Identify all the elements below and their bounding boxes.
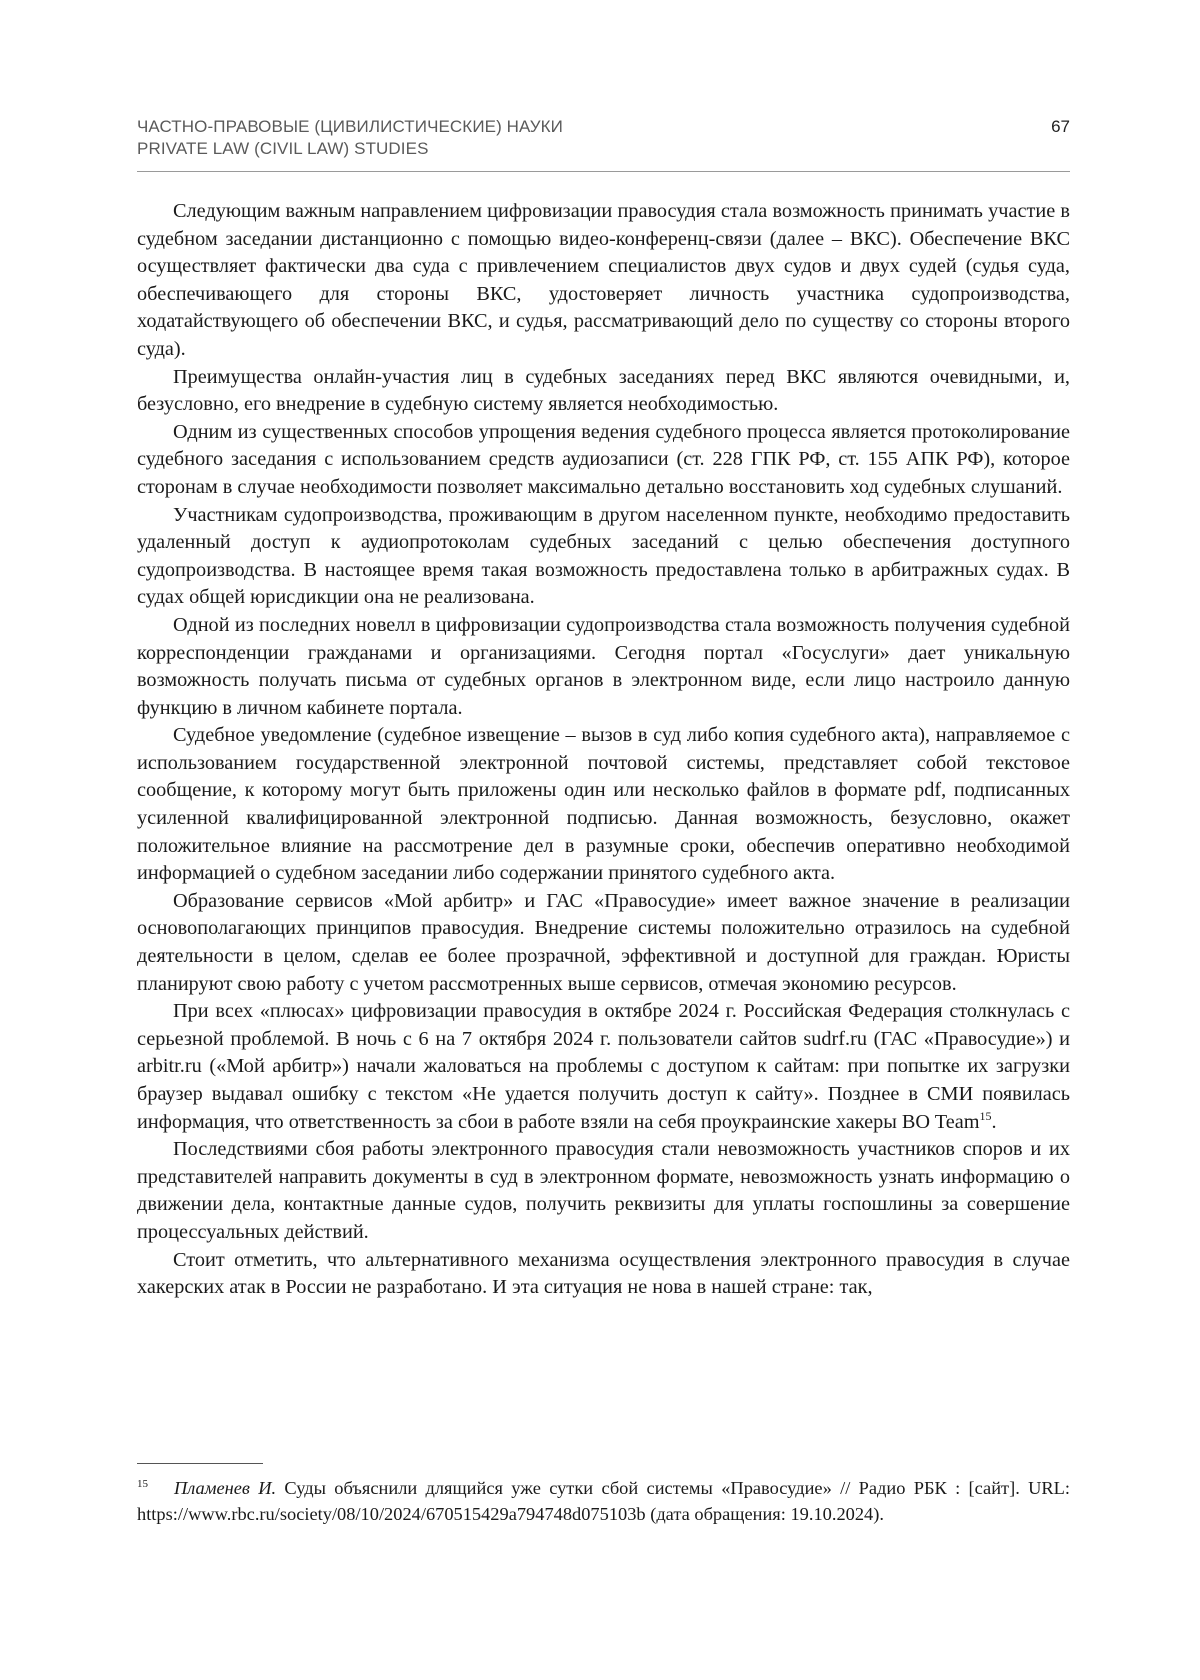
section-title-ru: ЧАСТНО-ПРАВОВЫЕ (ЦИВИЛИСТИЧЕСКИЕ) НАУКИ <box>137 117 563 136</box>
page-number: 67 <box>1051 117 1070 136</box>
paragraph: Последствиями сбоя работы электронного правосудия стали невозможность участников споров и их представителей направить документы в суд в электронном формате, невозможность узнать информацию о движении дела, контактные данные судов, получить реквизиты для уплаты госпошлины за совершение процессуальных действий. <box>137 1138 1070 1243</box>
section-title-en: PRIVATE LAW (CIVIL LAW) STUDIES <box>137 139 429 158</box>
paragraph: Стоит отметить, что альтернативного механизма осуществления электронного правосудия в случае хакерских атак в России не разработано. И эта ситуация не нова в нашей стране: так, <box>137 1248 1070 1299</box>
header-divider <box>137 171 1070 172</box>
paragraph: Судебное уведомление (судебное извещение – вызов в суд либо копия судебного акта), направляемое с использованием государственной электронной почтовой системы, представляет собой текстовое сообщение, к которому могут быть приложены один или несколько файлов в формате pdf, подписанных усиленной квалифицированной электронной подписью. Данная возможность, безусловно, окажет положительное влияние на рассмотрение дел в разумные сроки, обеспечив оперативно необходимой информацией о судебном заседании либо содержании принятого судебного акта. <box>137 724 1070 885</box>
paragraph: Одной из последних новелл в цифровизации судопроизводства стала возможность получения судебной корреспонденции гражданами и организациями. Сегодня портал «Госуслуги» дает уникальную возможность получать письма от судебных органов в электронном виде, если лицо настроило данную функцию в личном кабинете портала. <box>137 613 1070 719</box>
footnote-text: Суды объяснили длящийся уже сутки сбой системы «Правосудие» // Радио РБК : [сайт]. URL: https://www.rbc.ru/society/08/10/2024/670515429a794748d075103b (дата обращения: 19.10.2024). <box>137 1478 1070 1524</box>
paragraph-end: . <box>991 1110 997 1133</box>
paragraph: Одним из существенных способов упрощения ведения судебного процесса является протоколирование судебного заседания с использованием средств аудиозаписи (ст. 228 ГПК РФ, ст. 155 АПК РФ), которое сторонам в случае необходимости позволяет максимально детально восстановить ход судебных слушаний. <box>137 420 1070 498</box>
paragraph-text: При всех «плюсах» цифровизации правосудия в октябре 2024 г. Российская Федерация столкнулась с серьезной проблемой. В ночь с 6 на 7 октября 2024 г. пользователи сайтов sudrf.ru (ГАС «Правосудие») и arbitr.ru («Мой арбитр») начали жаловаться на проблемы с доступом к сайтам: при попытке их загрузки браузер выдавал ошибку с текстом «Не удается получить доступ к сайту». Позднее в СМИ появилась информация, что ответственность за сбои в работе взяли на себя проукраинские хакеры BO Team <box>137 1000 1070 1133</box>
footnote-author: Пламенев И. <box>174 1478 277 1498</box>
running-header <box>137 116 1070 160</box>
paragraph-with-footnote <box>137 998 1070 1136</box>
paragraph: Следующим важным направлением цифровизации правосудия стала возможность принимать участие в судебном заседании дистанционно с помощью видео-конференц-связи (далее – ВКС). Обеспечение ВКС осуществляет фактически два суда с привлечением специалистов двух судов и двух судей (судья суда, обеспечивающего для стороны ВКС, удостоверяет личность участника судопроизводства, ходатайствующего об обеспечении ВКС, и судья, рассматривающий дело по существу со стороны второго суда). <box>137 200 1070 360</box>
article-body <box>137 198 1070 1302</box>
paragraph: Участникам судопроизводства, проживающим в другом населенном пункте, необходимо предоставить удаленный доступ к аудиопротоколам судебных заседаний с целью обеспечения доступного судопроизводства. В настоящее время такая возможность предоставлена только в арбитражных судах. В судах общей юрисдикции она не реализована. <box>137 503 1070 609</box>
footnote-divider <box>137 1463 263 1464</box>
footnote <box>137 1475 1070 1527</box>
footnote-reference[interactable]: 15 <box>979 1108 992 1123</box>
footnote-number: 15 <box>137 1477 148 1490</box>
paragraph: Образование сервисов «Мой арбитр» и ГАС «Правосудие» имеет важное значение в реализации основополагающих принципов правосудия. Внедрение системы положительно отразилось на судебной деятельности в целом, сделав ее более прозрачной, эффективной и доступной для граждан. Юристы планируют свою работу с учетом рассмотренных выше сервисов, отмечая экономию ресурсов. <box>137 889 1070 995</box>
paragraph: Преимущества онлайн-участия лиц в судебных заседаниях перед ВКС являются очевидными, и, безусловно, его внедрение в судебную систему является необходимостью. <box>137 365 1070 416</box>
